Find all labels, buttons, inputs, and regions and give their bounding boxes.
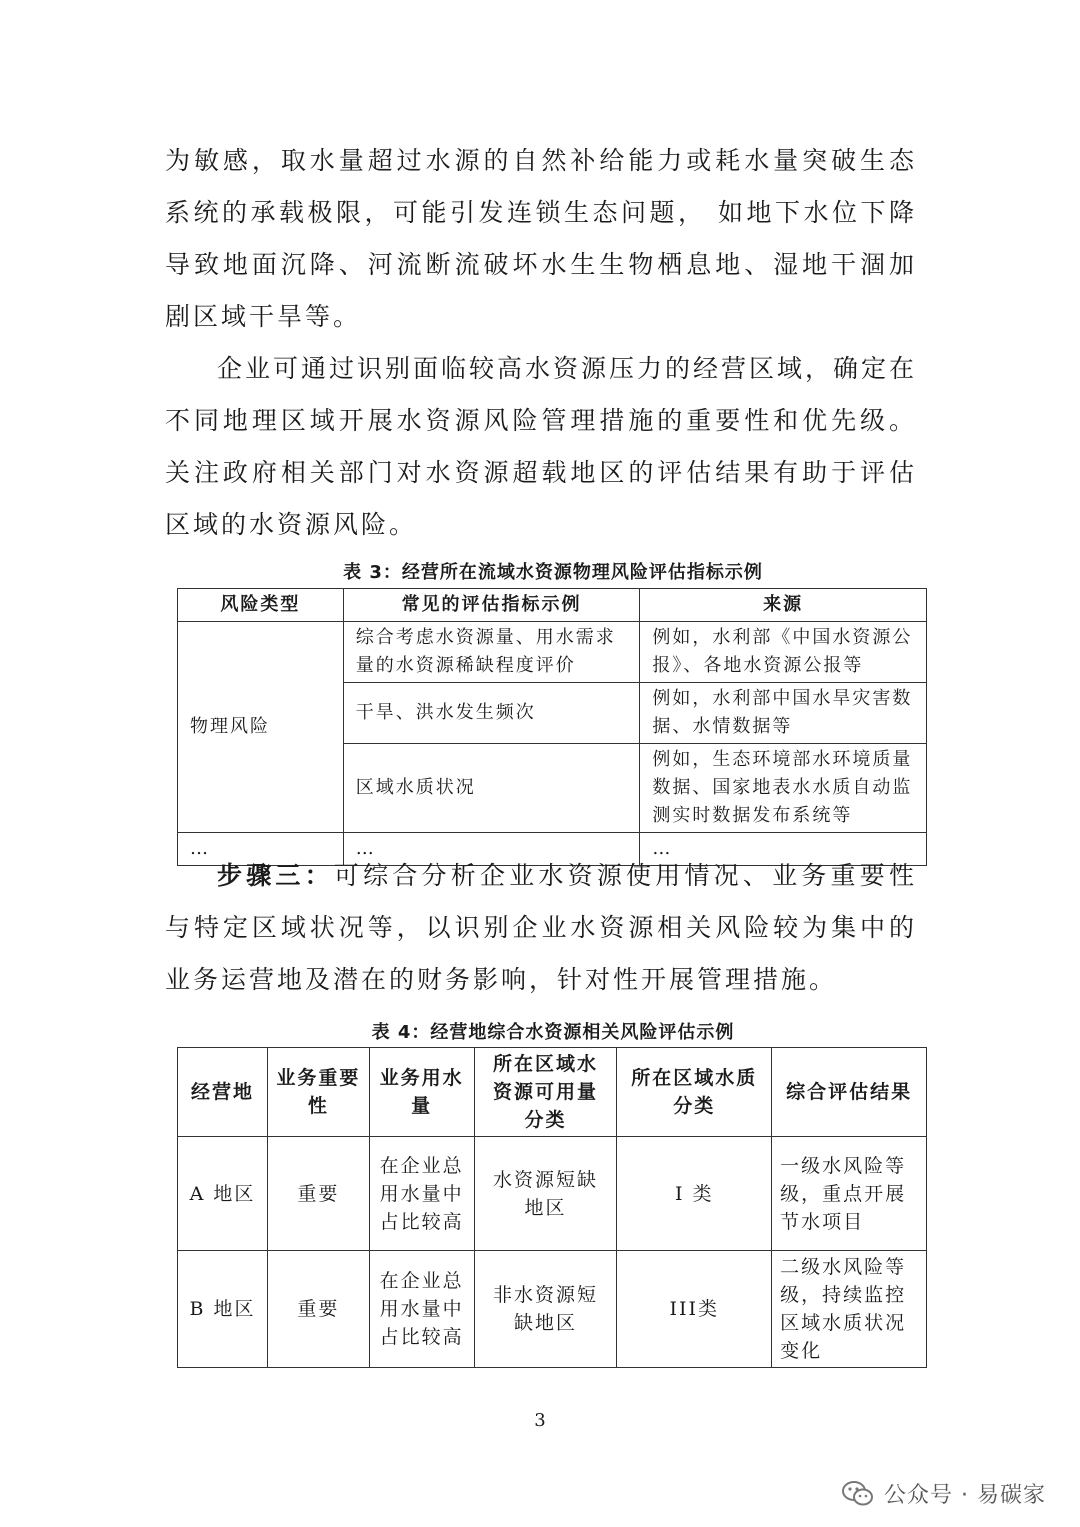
table3-header-row [178,589,927,622]
page-number: 3 [534,1410,546,1431]
source-cell: 例如，生态环境部水环境质量数据、国家地表水水质自动监测实时数据发布系统等 [640,744,927,833]
table4-header: 所在区域水质分类 [617,1048,772,1137]
availability-cell: 水资源短缺地区 [474,1137,617,1251]
ellipsis-cell: … [640,833,927,866]
table4-header: 综合评估结果 [772,1048,927,1137]
table4-header: 业务重要性 [267,1048,369,1137]
table4-caption: 表 4：经营地综合水资源相关风险评估示例 [371,1022,735,1043]
table-row [178,1137,927,1251]
table-row [178,1251,927,1368]
table4 [177,1047,927,1368]
table3-caption: 表 3：经营所在流域水资源物理风险评估指标示例 [343,562,763,583]
table-row [178,622,927,683]
table3-header: 常见的评估指标示例 [343,589,640,622]
ellipsis-cell: … [343,833,640,866]
body-text [165,135,917,551]
indicator-cell: 综合考虑水资源量、用水需求量的水资源稀缺程度评价 [343,622,640,683]
source-cell: 例如，水利部中国水旱灾害数据、水情数据等 [640,683,927,744]
table4-header-row [178,1048,927,1137]
importance-cell: 重要 [267,1251,369,1368]
result-cell: 一级水风险等级，重点开展节水项目 [772,1137,927,1251]
table4-header: 经营地 [178,1048,268,1137]
risk-type-cell: 物理风险 [178,622,344,833]
availability-cell: 非水资源短缺地区 [474,1251,617,1368]
table4-header: 业务用水量 [369,1048,474,1137]
importance-cell: 重要 [267,1137,369,1251]
indicator-cell: 干旱、洪水发生频次 [343,683,640,744]
indicator-cell: 区域水质状况 [343,744,640,833]
location-cell: B 地区 [178,1251,268,1368]
table3-header: 风险类型 [178,589,344,622]
paragraph-2: 企业可通过识别面临较高水资源压力的经营区域，确定在不同地理区域开展水资源风险管理措施的重要性和优先级。关注政府相关部门对水资源超载地区的评估结果有助于评估区域的水资源风险。 [165,354,918,539]
water-use-cell: 在企业总用水量中占比较高 [369,1251,474,1368]
quality-cell: III类 [617,1251,772,1368]
wechat-icon [842,1481,874,1507]
location-cell: A 地区 [178,1137,268,1251]
watermark [842,1478,1046,1509]
table4-header: 所在区域水资源可用量分类 [474,1048,617,1137]
watermark-text: 公众号 · 易碳家 [884,1483,1046,1508]
quality-cell: I 类 [617,1137,772,1251]
water-use-cell: 在企业总用水量中占比较高 [369,1137,474,1251]
ellipsis-cell: … [178,833,344,866]
source-cell: 例如，水利部《中国水资源公报》、各地水资源公报等 [640,622,927,683]
table3-header: 来源 [640,589,927,622]
table3 [177,588,927,866]
result-cell: 二级水风险等级，持续监控区域水质状况变化 [772,1251,927,1368]
step3-paragraph [165,850,917,1006]
paragraph-1: 为敏感，取水量超过水源的自然补给能力或耗水量突破生态系统的承载极限，可能引发连锁生态问题， 如地下水位下降导致地面沉降、河流断流破坏水生生物栖息地、湿地干涸加剧区域干旱等。 [165,146,917,331]
step3-label: 步骤三： [217,861,334,890]
step3-text: 可综合分析企业水资源使用情况、业务重要性与特定区域状况等，以识别企业水资源相关风险较为集中的业务运营地及潜在的财务影响，针对性开展管理措施。 [165,861,917,994]
